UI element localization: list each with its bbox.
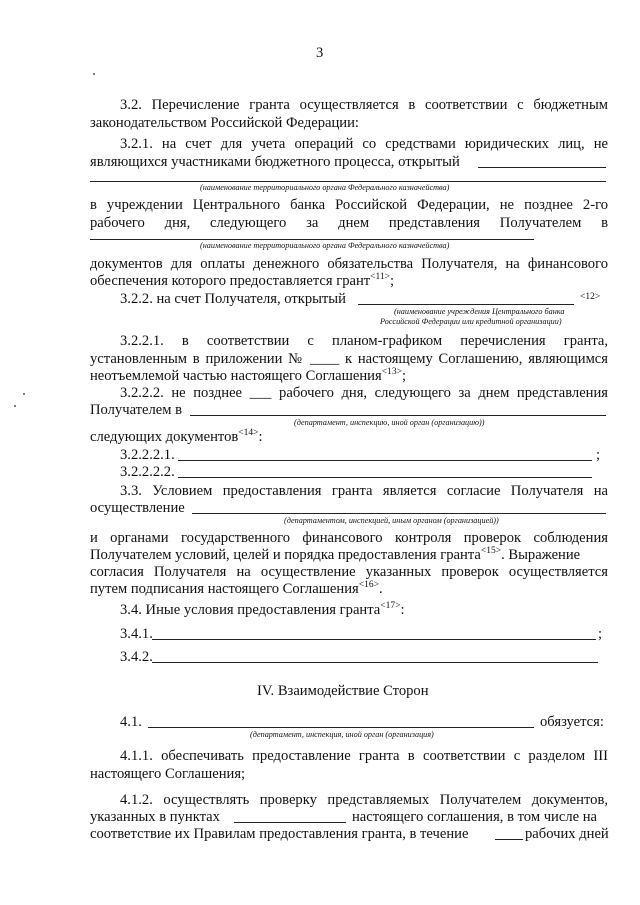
s3-2-1-line4: рабочего дня, следующего за днем представления Получателем в (90, 215, 608, 231)
s3-4-line1: 3.4. Иные условия предоставления гранта$^{<17>}$: (120, 601, 405, 618)
s3-3-line1: 3.3. Условием предоставления гранта является согласие Получателя на (120, 483, 608, 499)
s3-3-line6: путем подписания настоящего Соглашения$^{<16>}$. (90, 580, 383, 597)
s4-1: 4.1. (120, 714, 142, 730)
scan-speck (23, 393, 25, 395)
s3-2-2-line1: 3.2.2. на счет Получателя, открытый (120, 291, 346, 307)
blank-line (478, 167, 606, 168)
s3-2-line2: законодательством Российской Федерации: (90, 115, 359, 131)
blank-line (495, 839, 523, 840)
s3-2-1-line3: в учреждении Центрального банка Российской Федерации, не позднее 2-го (90, 197, 608, 213)
blank-line (178, 460, 592, 461)
blank-line (90, 181, 606, 182)
s3-2-2-2-1: 3.2.2.2.1. (120, 447, 175, 463)
s3-2-2-2-1-end: ; (596, 447, 601, 463)
blank-line (190, 415, 606, 416)
s3-4-1-end: ; (598, 626, 603, 642)
s3-2-2-2-2: 3.2.2.2.2. (120, 464, 175, 480)
caption-bank-1: (наименование учреждения Центрального банка (394, 307, 565, 316)
blank-line (178, 477, 592, 478)
s4-1-2-line1: 4.1.2. осуществлять проверку представляемых Получателем документов, (120, 792, 608, 808)
blank-line (152, 662, 598, 663)
s4-1-2-line2b: настоящего соглашения, в том числе на (352, 809, 598, 825)
s3-4-2: 3.4.2. (120, 649, 153, 665)
s3-3-line3: и органами государственного финансового контроля проверок соблюдения (90, 530, 608, 546)
s3-3-line4: Получателем условий, целей и порядка предоставления гранта$^{<15>}$. Выражение (90, 546, 581, 563)
s3-3-line5: согласия Получателя на осуществление указанных проверок осуществляется (90, 564, 608, 580)
blank-line (234, 822, 346, 823)
s3-3-line2: осуществление (90, 500, 185, 516)
s4-1-1-line1: 4.1.1. обеспечивать предоставление гранта в соответствии с разделом III (120, 748, 608, 764)
s4-1-2-line3b: рабочих дней (525, 826, 609, 842)
scan-speck (14, 405, 16, 407)
blank-line (148, 727, 534, 728)
scan-speck (93, 73, 95, 75)
s3-2-1-line2: являющихся участниками бюджетного процесса, открытый (90, 154, 460, 170)
s3-2-2-1-line3: неотъемлемой частью настоящего Соглашения$^{<13>}$; (90, 367, 406, 384)
s3-2-1-line1: 3.2.1. на счет для учета операций со средствами юридических лиц, не (120, 136, 608, 152)
s3-2-line1: 3.2. Перечисление гранта осуществляется в соответствии с бюджетным (120, 97, 608, 113)
page-number: 3 (316, 45, 324, 61)
s4-1-2-line3a: соответствие их Правилам предоставления гранта, в течение (90, 826, 469, 842)
caption-bank-2: Российской Федерации или кредитной организации) (380, 317, 562, 326)
caption-department-1: (департамент, инспекцию, иной орган (организацию)) (294, 418, 485, 427)
blank-line (152, 639, 596, 640)
blank-line (358, 304, 574, 305)
s3-2-2-footnote: <12> (580, 292, 601, 302)
caption-department-3: (департамент, инспекция, иной орган (организация) (250, 730, 434, 739)
s3-2-1-line6: обеспечения которого предоставляется грант$^{<11>}$; (90, 272, 395, 289)
s4-1-end: обязуется: (540, 714, 604, 730)
s3-2-2-2-line1: 3.2.2.2. не позднее ___ рабочего дня, следующего за днем представления (120, 385, 608, 401)
s3-4-1: 3.4.1. (120, 626, 153, 642)
section-iv-heading: IV. Взаимодействие Сторон (257, 683, 429, 699)
caption-department-2: (департаментом, инспекцией, иным органом (организацией)) (284, 516, 499, 525)
s3-2-2-1-line2: установленным в приложении № ____ к настоящему Соглашению, являющимся (90, 351, 608, 367)
caption-treasury-2: (наименование территориального органа Федерального казначейства) (200, 241, 450, 250)
s3-2-2-2-line3: следующих документов$^{<14>}$: (90, 428, 263, 445)
s3-2-2-2-line2: Получателем в (90, 402, 183, 418)
blank-line (192, 513, 606, 514)
blank-line (90, 239, 534, 240)
s3-2-2-1-line1: 3.2.2.1. в соответствии с планом-графиком перечисления гранта, (120, 333, 608, 349)
s4-1-1-line2: настоящего Соглашения; (90, 766, 246, 782)
s4-1-2-line2a: указанных в пунктах (90, 809, 220, 825)
caption-treasury-1: (наименование территориального органа Федерального казначейства) (200, 183, 450, 192)
s3-2-1-line5: документов для оплаты денежного обязательства Получателя, на финансового (90, 256, 608, 272)
